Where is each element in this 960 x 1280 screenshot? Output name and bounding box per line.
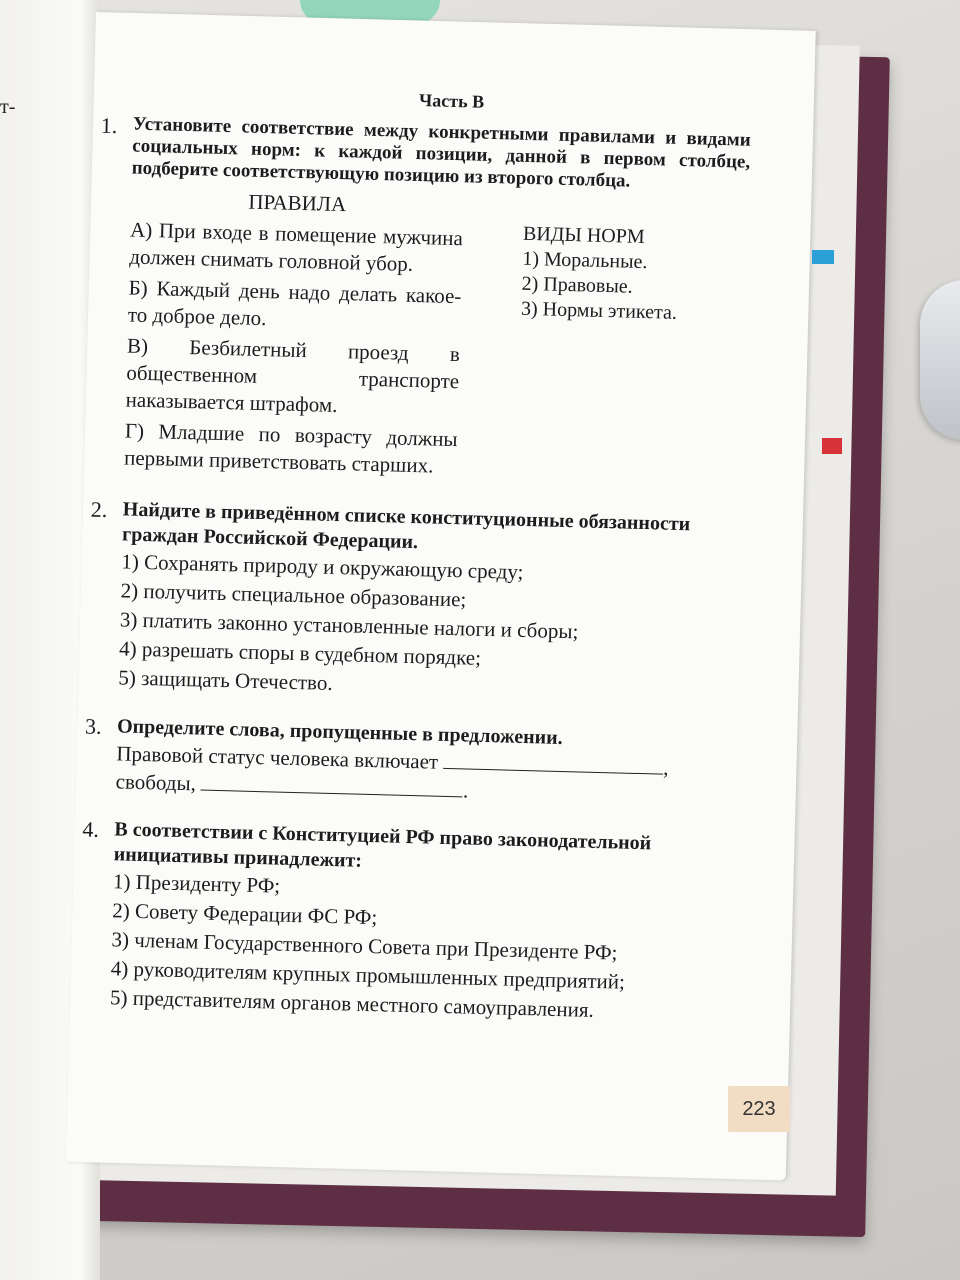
matching-columns [124, 186, 749, 492]
answer-option: 1) Сохранять природу и окружающую среду; [121, 549, 524, 584]
norm-types-column [516, 196, 749, 492]
page-number: 223 [728, 1086, 790, 1132]
task-number: 4. [82, 816, 100, 842]
fill-text: свободы, [115, 769, 197, 796]
answer-option: 3) платить законно установленные налоги и сборы; [119, 607, 579, 644]
fill-punct: , [663, 755, 669, 780]
rules-header: ПРАВИЛА [248, 189, 347, 217]
answer-option: 4) руководителям крупных промышленных предприятий; [110, 956, 626, 994]
norm-type-item: 2) Правовые. [521, 272, 633, 298]
answer-option: 2) Совету Федерации ФС РФ; [112, 898, 378, 930]
answer-blank[interactable] [201, 772, 463, 798]
task-question: Установите соответствие между конкретными правилами и видами социальных норм: к каждой позиции, данной в первом столбце, подберите соответствующую позицию из второго столбца. [131, 113, 751, 192]
answer-option: 5) представителям органов местного самоуправления. [109, 985, 595, 1022]
norm-type-item: 3) Нормы этикета. [520, 297, 678, 324]
answer-option: 2) получить специальное образование; [120, 578, 467, 612]
bookmark-tab-blue [812, 250, 834, 264]
rules-column [124, 186, 464, 485]
answer-option: 5) защищать Отечество. [118, 665, 333, 695]
left-page-text: т- [0, 96, 16, 118]
computer-mouse [920, 280, 960, 440]
task-question: Найдите в приведённом списке конституционные обязанности граждан Российской Федерации. [121, 498, 691, 554]
task-3 [84, 713, 735, 812]
fill-punct: . [462, 778, 469, 803]
part-title: Часть В [418, 90, 485, 112]
norm-types-header: ВИДЫ НОРМ [522, 222, 645, 248]
task-4 [82, 816, 733, 1029]
task-number: 2. [90, 496, 108, 523]
fill-text: Правовой статус человека включает [116, 741, 439, 774]
task-question: Определите слова, пропущенные в предложении. [116, 715, 563, 750]
rule-item: Б) Каждый день надо делать какое-то доброе дело. [127, 275, 462, 331]
answer-blank[interactable] [443, 750, 663, 775]
page-content [82, 82, 752, 1050]
task-number: 3. [84, 713, 102, 739]
bookmark-tab-red [822, 438, 842, 454]
task-question: В соответствии с Конституцией РФ право законодательной инициативы принадлежит: [113, 818, 652, 872]
norm-type-item: 1) Моральные. [522, 247, 648, 274]
answer-option: 3) членам Государственного Совета при Президенте РФ; [111, 927, 618, 965]
rule-item: А) При входе в помещение мужчина должен снимать головной убор. [129, 217, 464, 276]
task-number: 1. [100, 112, 118, 139]
rule-item: Г) Младшие по возрасту должны первыми приветствовать старших. [123, 418, 458, 478]
rule-item: В) Безбилетный проезд в общественном транспорте наказывается штрафом. [125, 333, 461, 418]
task-1 [102, 113, 751, 492]
task-2 [90, 496, 741, 709]
answer-option: 4) разрешать споры в судебном порядке; [118, 636, 482, 670]
answer-option: 1) Президенту РФ; [112, 869, 281, 898]
